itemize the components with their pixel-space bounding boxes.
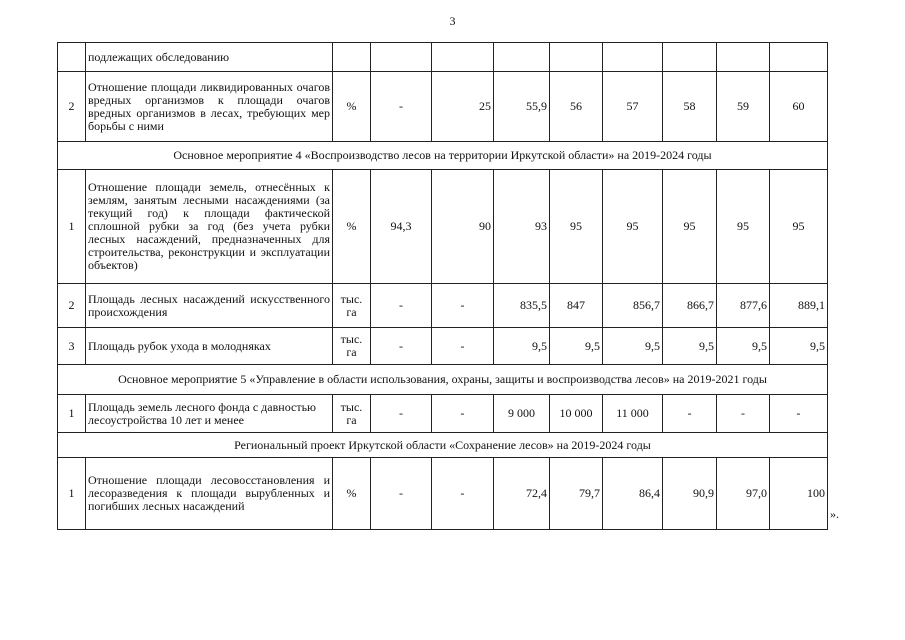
value-cell: 90 (432, 170, 494, 284)
section-header-row (58, 433, 828, 458)
value-cell: 835,5 (494, 284, 550, 328)
value-cell: 866,7 (663, 284, 717, 328)
row-number (58, 43, 86, 72)
value-cell: 9,5 (494, 328, 550, 365)
section-header: Основное мероприятие 4 «Воспроизводство лесов на территории Иркутской области» на 2019-2024 годы (58, 142, 828, 170)
value-cell: 95 (550, 170, 603, 284)
unit-cell: % (333, 72, 371, 142)
value-cell: 889,1 (770, 284, 828, 328)
table-row (58, 43, 828, 72)
value-cell: - (663, 395, 717, 433)
value-cell: 11 000 (603, 395, 663, 433)
value-cell: 93 (494, 170, 550, 284)
unit-cell: % (333, 170, 371, 284)
indicator-name: Площадь лесных насаждений искусственного происхождения (86, 284, 333, 328)
value-cell: 95 (603, 170, 663, 284)
value-cell: 95 (717, 170, 770, 284)
value-cell: - (717, 395, 770, 433)
value-cell: 9,5 (603, 328, 663, 365)
value-cell: 56 (550, 72, 603, 142)
indicator-name: подлежащих обследованию (86, 43, 333, 72)
value-cell: - (371, 72, 432, 142)
section-header-row (58, 365, 828, 395)
value-cell: - (432, 458, 494, 530)
value-cell: 856,7 (603, 284, 663, 328)
unit-cell: тыс. га (333, 328, 371, 365)
value-cell: 95 (663, 170, 717, 284)
unit-cell: тыс. га (333, 284, 371, 328)
table-row (58, 328, 828, 365)
closing-quote-mark: ». (830, 507, 839, 521)
row-number: 1 (58, 458, 86, 530)
page-number: 3 (449, 14, 456, 28)
value-cell: 9,5 (550, 328, 603, 365)
value-cell: - (770, 395, 828, 433)
value-cell: 86,4 (603, 458, 663, 530)
value-cell: 9,5 (663, 328, 717, 365)
indicator-name: Отношение площади ликвидированных очагов вредных организмов к площади очагов вредных организмов в лесах, требующих мер борьбы с ними (86, 72, 333, 142)
value-cell: - (371, 328, 432, 365)
table-row (58, 170, 828, 284)
value-cell: 95 (770, 170, 828, 284)
value-cell: 97,0 (717, 458, 770, 530)
table-row (58, 284, 828, 328)
row-number: 2 (58, 72, 86, 142)
row-number: 2 (58, 284, 86, 328)
indicator-name: Площадь рубок ухода в молодняках (86, 328, 333, 365)
value-cell: 877,6 (717, 284, 770, 328)
row-number: 3 (58, 328, 86, 365)
value-cell: - (371, 395, 432, 433)
value-cell: 10 000 (550, 395, 603, 433)
unit-cell: % (333, 458, 371, 530)
value-cell: 9,5 (770, 328, 828, 365)
section-header: Региональный проект Иркутской области «Сохранение лесов» на 2019-2024 годы (58, 433, 828, 458)
unit-cell: тыс. га (333, 395, 371, 433)
value-cell: 9,5 (717, 328, 770, 365)
value-cell: - (371, 284, 432, 328)
table-row (58, 395, 828, 433)
value-cell: - (432, 395, 494, 433)
value-cell: 55,9 (494, 72, 550, 142)
row-number: 1 (58, 395, 86, 433)
value-cell: 72,4 (494, 458, 550, 530)
value-cell: 57 (603, 72, 663, 142)
value-cell: 90,9 (663, 458, 717, 530)
row-number: 1 (58, 170, 86, 284)
indicators-table (57, 42, 828, 530)
value-cell: - (371, 458, 432, 530)
value-cell: - (432, 284, 494, 328)
value-cell: 9 000 (494, 395, 550, 433)
indicator-name: Отношение площади земель, отнесённых к землям, занятым лесными насаждениями (за текущий год) к площади фактической сплошной рубки за год (без учета рубки лесных насаждений, предназначенных для строительства, реконструкции и эксплуатации объектов) (86, 170, 333, 284)
value-cell: 58 (663, 72, 717, 142)
value-cell: 79,7 (550, 458, 603, 530)
value-cell: 847 (550, 284, 603, 328)
indicator-name: Отношение площади лесовосстановления и лесоразведения к площади вырубленных и погибших лесных насаждений (86, 458, 333, 530)
value-cell: 59 (717, 72, 770, 142)
indicator-name: Площадь земель лесного фонда с давностью лесоустройства 10 лет и менее (86, 395, 333, 433)
section-header: Основное мероприятие 5 «Управление в области использования, охраны, защиты и воспроизводства лесов» на 2019-2021 годы (58, 365, 828, 395)
table-row (58, 72, 828, 142)
value-cell: 100 (770, 458, 828, 530)
value-cell: 25 (432, 72, 494, 142)
value-cell: 60 (770, 72, 828, 142)
value-cell: 94,3 (371, 170, 432, 284)
value-cell: - (432, 328, 494, 365)
table-row (58, 458, 828, 530)
section-header-row (58, 142, 828, 170)
